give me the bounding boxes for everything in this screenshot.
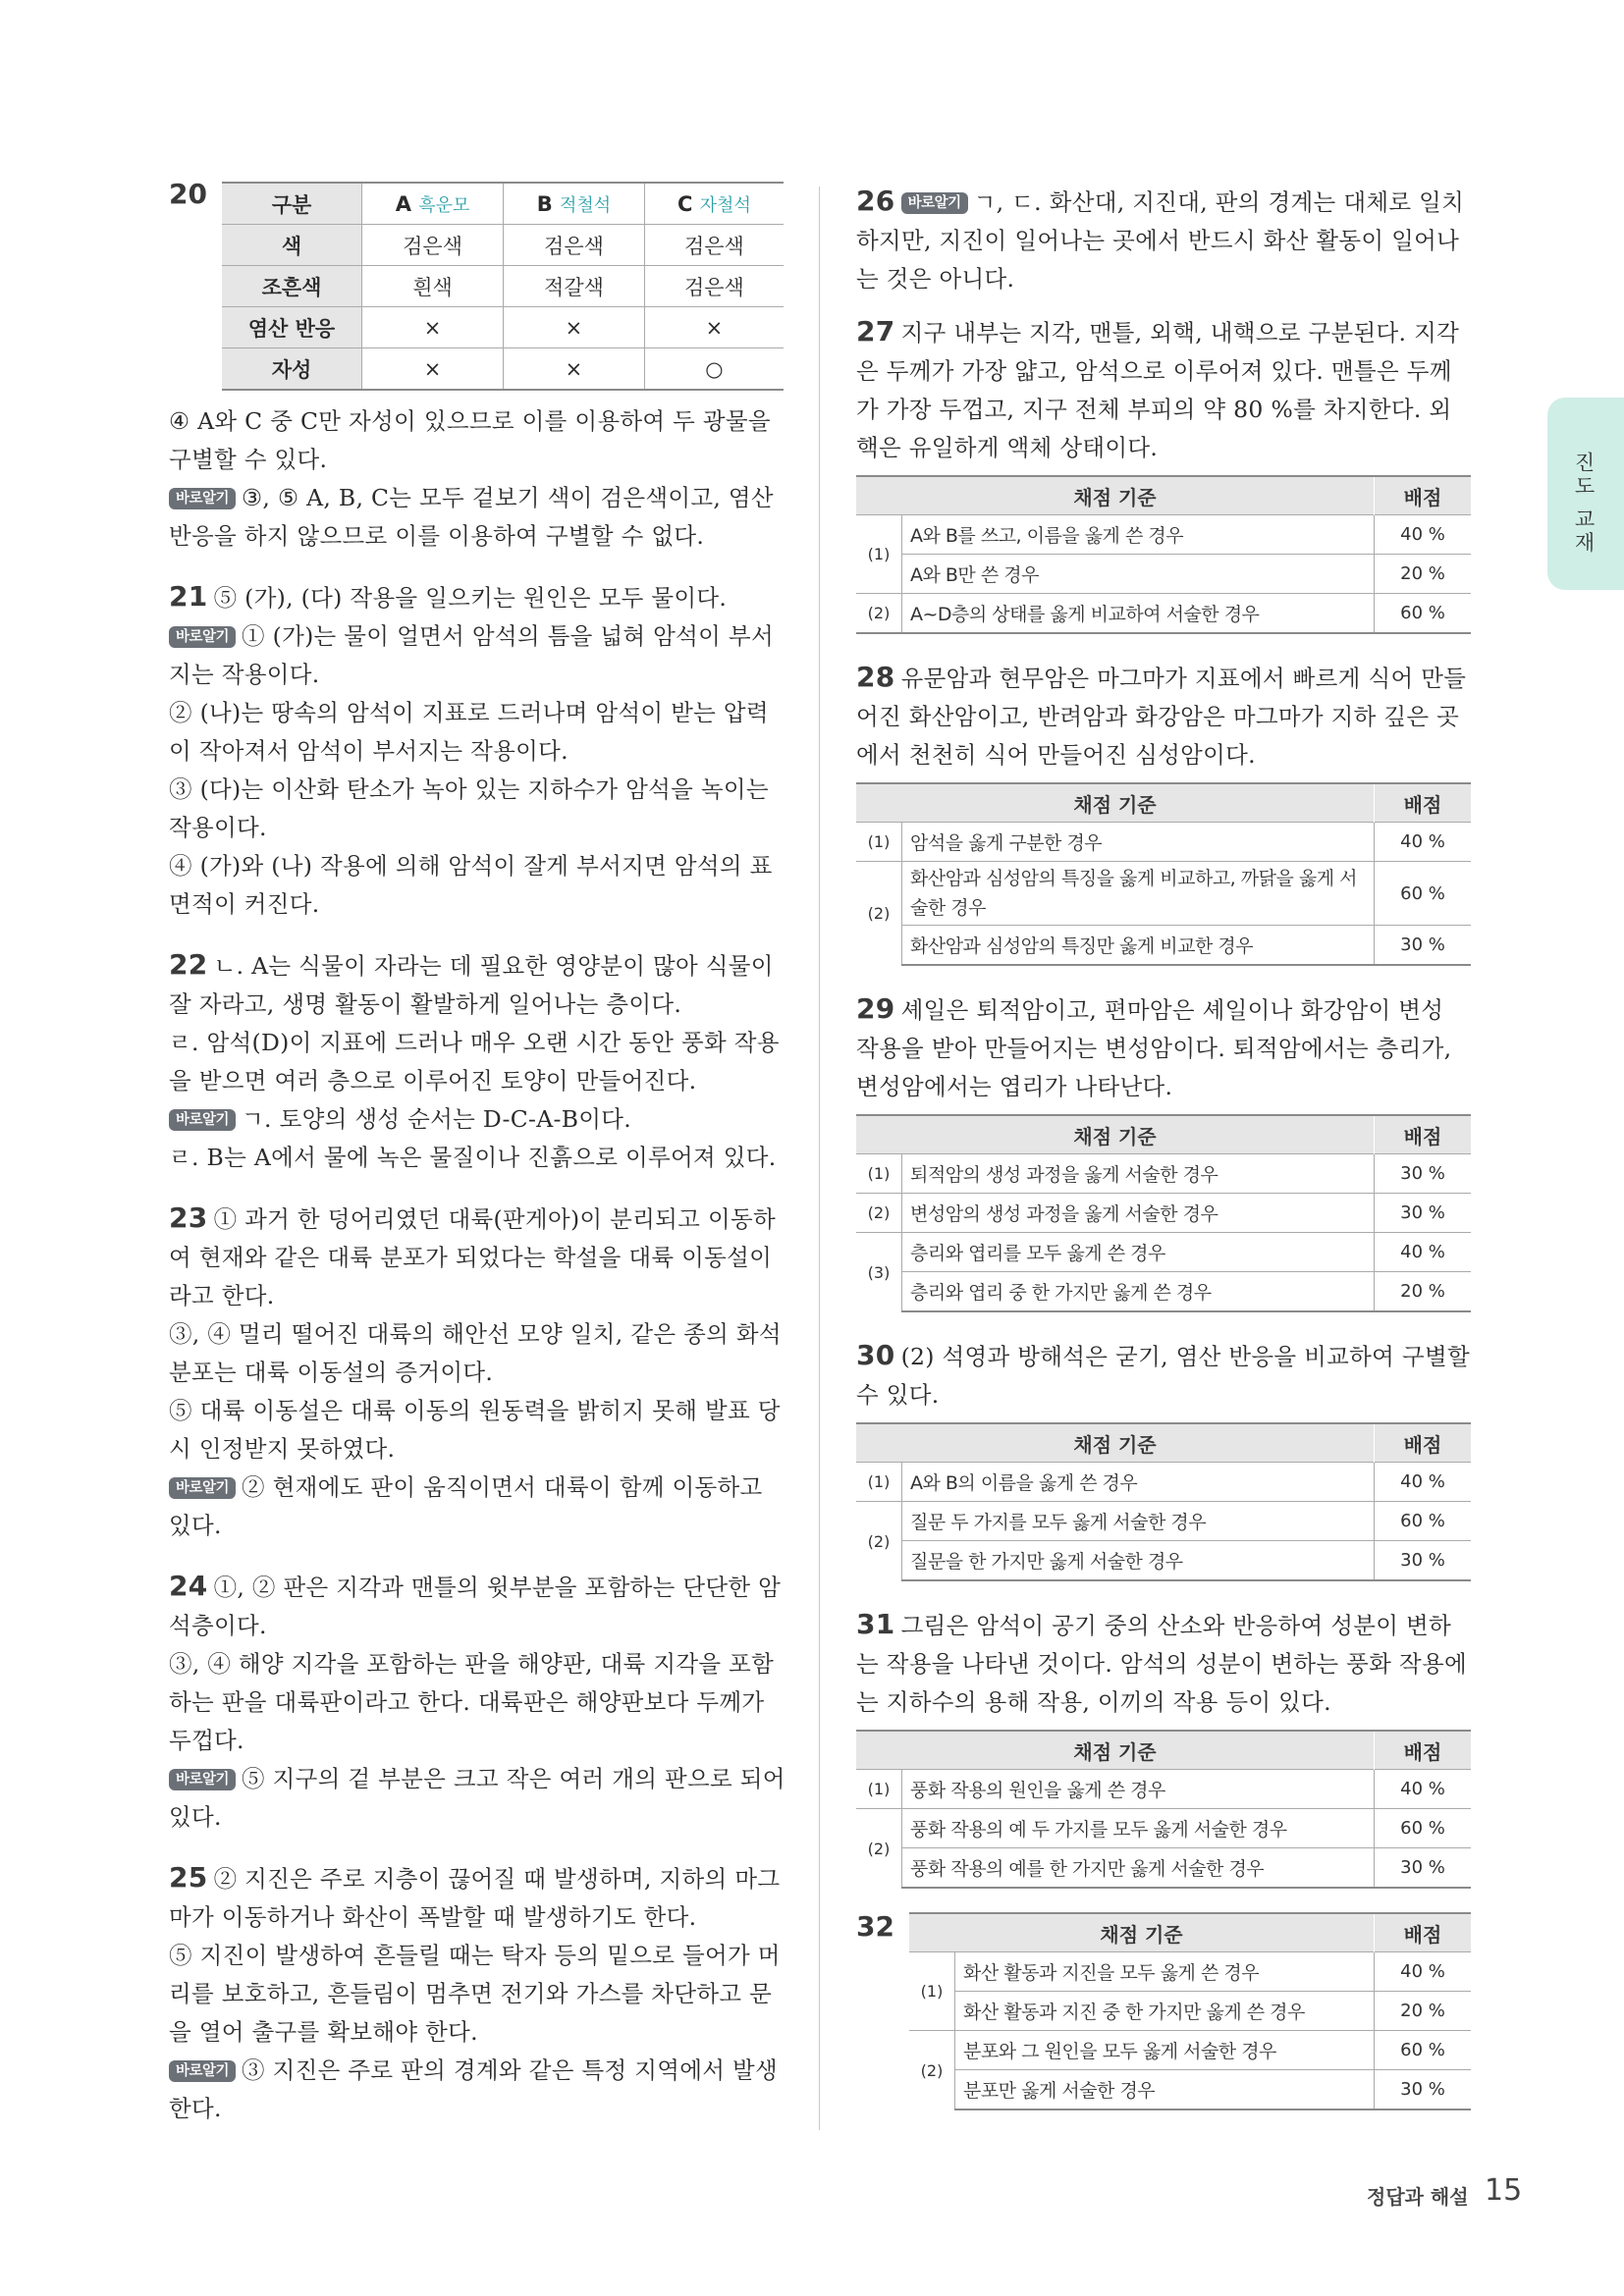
question-number: 25	[169, 1861, 208, 1894]
answer-text: ⑤ (가), (다) 작용을 일으키는 원인은 모두 물이다.	[213, 584, 728, 612]
correction-badge: 바로알기	[169, 626, 236, 648]
correction-badge: 바로알기	[169, 488, 236, 509]
table-row: 자성 × × ○	[222, 348, 784, 391]
correction-badge: 바로알기	[169, 1769, 236, 1790]
question-25	[169, 1858, 785, 2128]
table-row: (2) 변성암의 생성 과정을 옳게 서술한 경우 30 %	[856, 1194, 1471, 1233]
grading-table: 채점 기준 배점 (1) 풍화 작용의 원인을 옳게 쓴 경우 40 % (2) 풍화 작용의 예 두 가지를 모두 옳게 서술한 경우 60 % 풍화 작용의 예를 한 가지만 옳게 서술한 경우 30 %	[856, 1730, 1471, 1889]
correction-text: ㄱ, ㄷ. 화산대, 지진대, 판의 경계는 대체로 일치하지만, 지진이 일어나는 곳에서 반드시 화산 활동이 일어나는 것은 아니다.	[856, 188, 1465, 293]
mineral-table	[222, 182, 784, 391]
question-32	[856, 1912, 1471, 2110]
right-column	[856, 182, 1471, 2110]
column-divider	[819, 187, 820, 2130]
explanation-text: ⑤ 대륙 이동설은 대륙 이동의 원동력을 밝히지 못해 발표 당시 인정받지 못하였다.	[169, 1397, 781, 1463]
answer-text: ① 과거 한 덩어리였던 대륙(판게아)이 분리되고 이동하여 현재와 같은 대륙 분포가 되었다는 학설을 대륙 이동설이라고 한다.	[169, 1205, 776, 1309]
explanation-text: ③, ④ 멀리 떨어진 대륙의 해안선 모양 일치, 같은 종의 화석 분포는 대륙 이동설의 증거이다.	[169, 1320, 782, 1386]
table-header-cell: C 자철석	[644, 183, 784, 225]
explanation-text: ㄹ. 암석(D)이 지표에 드러나 매우 오랜 시간 동안 풍화 작용을 받으면 여러 층으로 이루어진 토양이 만들어진다.	[169, 1029, 780, 1095]
table-row: 화산 활동과 지진 중 한 가지만 옳게 쓴 경우 20 %	[909, 1992, 1471, 2031]
answer-text: 지구 내부는 지각, 맨틀, 외핵, 내핵으로 구분된다. 지각은 두께가 가장 얇고, 암석으로 이루어져 있다. 맨틀은 두께가 가장 두껍고, 지구 전체 부피의 약 80 %를 차지한다. 외핵은 유일하게 액체 상태이다.	[856, 319, 1460, 461]
correction-badge: 바로알기	[901, 192, 968, 214]
question-26	[856, 182, 1471, 298]
table-row: 질문을 한 가지만 옳게 서술한 경우 30 %	[856, 1541, 1471, 1581]
grading-table: 채점 기준 배점 (1) 화산 활동과 지진을 모두 옳게 쓴 경우 40 % 화산 활동과 지진 중 한 가지만 옳게 쓴 경우 20 % (2) 분포와 그 원인을 모두 옳게 서술한 경우 60 % 분포만 옳게 서술한 경우 30 %	[909, 1912, 1471, 2110]
question-24	[169, 1567, 785, 1837]
table-row: 조흔색 흰색 적갈색 검은색	[222, 266, 784, 307]
left-column	[169, 178, 785, 2150]
table-row: (2) 풍화 작용의 예 두 가지를 모두 옳게 서술한 경우 60 %	[856, 1809, 1471, 1848]
answer-text: ② 지진은 주로 지층이 끊어질 때 발생하며, 지하의 마그마가 이동하거나 화산이 폭발할 때 발생하기도 한다.	[169, 1865, 781, 1931]
answer-text: 그림은 암석이 공기 중의 산소와 반응하여 성분이 변하는 작용을 나타낸 것이다. 암석의 성분이 변하는 풍화 작용에는 지하수의 용해 작용, 이끼의 작용 등이 있다.	[856, 1612, 1467, 1716]
question-27	[856, 312, 1471, 634]
table-row: (2) 질문 두 가지를 모두 옳게 서술한 경우 60 %	[856, 1502, 1471, 1541]
table-row: 풍화 작용의 예를 한 가지만 옳게 서술한 경우 30 %	[856, 1848, 1471, 1889]
question-29	[856, 989, 1471, 1312]
table-header-cell: 구분	[222, 183, 362, 225]
grading-table: 채점 기준 배점 (1) 암석을 옳게 구분한 경우 40 % (2) 화산암과 심성암의 특징을 옳게 비교하고, 까닭을 옳게 서술한 경우 60 % 화산암과 심성암의 특징만 옳게 비교한 경우 30 %	[856, 782, 1471, 966]
correction-badge: 바로알기	[169, 1477, 236, 1499]
table-header-cell: B 적철석	[504, 183, 645, 225]
table-row: (3) 층리와 엽리를 모두 옳게 쓴 경우 40 %	[856, 1233, 1471, 1272]
side-tab-label: 진도 교재	[1572, 452, 1596, 556]
explanation-text: ④ (가)와 (나) 작용에 의해 암석이 잘게 부서지면 암석의 표면적이 커진다.	[169, 852, 773, 918]
answer-text: ㄴ. A는 식물이 자라는 데 필요한 영양분이 많아 식물이 잘 자라고, 생명 활동이 활발하게 일어나는 층이다.	[169, 952, 774, 1018]
table-row: 층리와 엽리 중 한 가지만 옳게 쓴 경우 20 %	[856, 1272, 1471, 1312]
question-22	[169, 945, 785, 1177]
question-number: 24	[169, 1570, 208, 1602]
question-28	[856, 658, 1471, 966]
grading-table: 채점 기준 배점 (1) A와 B의 이름을 옳게 쓴 경우 40 % (2) 질문 두 가지를 모두 옳게 서술한 경우 60 % 질문을 한 가지만 옳게 서술한 경우 30 %	[856, 1422, 1471, 1581]
question-number: 27	[856, 315, 895, 347]
question-number: 29	[856, 992, 895, 1025]
answer-text: ①, ② 판은 지각과 맨틀의 윗부분을 포함하는 단단한 암석층이다.	[169, 1574, 782, 1639]
correction-text: 바로알기 ② 현재에도 판이 움직이면서 대륙이 함께 이동하고 있다.	[169, 1473, 763, 1539]
table-row: (2) 분포와 그 원인을 모두 옳게 서술한 경우 60 %	[909, 2031, 1471, 2070]
correction-text: 바로알기 ③, ⑤ A, B, C는 모두 겉보기 색이 검은색이고, 염산 반응을 하지 않으므로 이를 이용하여 구별할 수 없다.	[169, 484, 774, 550]
question-31	[856, 1605, 1471, 1889]
table-row: 화산암과 심성암의 특징만 옳게 비교한 경우 30 %	[856, 926, 1471, 966]
correction-text: 바로알기 ③ 지진은 주로 판의 경계와 같은 특정 지역에서 발생한다.	[169, 2056, 779, 2122]
table-row: A와 B만 쓴 경우 20 %	[856, 555, 1471, 594]
question-21	[169, 577, 785, 924]
question-number: 22	[169, 948, 208, 981]
question-number: 26	[856, 185, 895, 217]
correction-badge: 바로알기	[169, 2060, 236, 2082]
grading-table	[856, 475, 1471, 634]
question-number: 31	[856, 1608, 895, 1640]
table-row: 분포만 옳게 서술한 경우 30 %	[909, 2070, 1471, 2110]
correction-text: 바로알기 ⑤ 지구의 겉 부분은 크고 작은 여러 개의 판으로 되어 있다.	[169, 1765, 785, 1831]
explanation-text: ㄹ. B는 A에서 물에 녹은 물질이나 진흙으로 이루어져 있다.	[169, 1144, 777, 1171]
question-number: 23	[169, 1201, 208, 1234]
answer-text: 셰일은 퇴적암이고, 편마암은 셰일이나 화강암이 변성 작용을 받아 만들어지는 변성암이다. 퇴적암에서는 층리가, 변성암에서는 엽리가 나타난다.	[856, 996, 1452, 1100]
answer-text: (2) 석영과 방해석은 굳기, 염산 반응을 비교하여 구별할 수 있다.	[856, 1343, 1470, 1409]
table-row: (1) 화산 활동과 지진을 모두 옳게 쓴 경우 40 %	[909, 1952, 1471, 1992]
explanation-text: ⑤ 지진이 발생하여 흔들릴 때는 탁자 등의 밑으로 들어가 머리를 보호하고, 흔들림이 멈추면 전기와 가스를 차단하고 문을 열어 출구를 확보해야 한다.	[169, 1942, 781, 2046]
table-row: (1) A와 B를 쓰고, 이름을 옳게 쓴 경우 40 %	[856, 515, 1471, 555]
table-row: (1) 퇴적암의 생성 과정을 옳게 서술한 경우 30 %	[856, 1154, 1471, 1194]
table-header-cell: A 흑운모	[362, 183, 504, 225]
correction-badge: 바로알기	[169, 1109, 236, 1131]
question-number: 28	[856, 661, 895, 693]
correction-text: 바로알기 ㄱ. 토양의 생성 순서는 D-C-A-B이다.	[169, 1100, 785, 1139]
grading-table: 채점 기준 배점 (1) 퇴적암의 생성 과정을 옳게 서술한 경우 30 % (2) 변성암의 생성 과정을 옳게 서술한 경우 30 % (3) 층리와 엽리를 모두 옳게 쓴 경우 40 % 층리와 엽리 중 한 가지만 옳게 쓴 경우 20 %	[856, 1114, 1471, 1312]
table-row: (1) 풍화 작용의 원인을 옳게 쓴 경우 40 %	[856, 1770, 1471, 1809]
table-row: 색 검은색 검은색 검은색	[222, 225, 784, 266]
question-30	[856, 1336, 1471, 1581]
answer-text: ④ A와 C 중 C만 자성이 있으므로 이를 이용하여 두 광물을 구별할 수 있다.	[169, 407, 771, 473]
grading-score-header: 배점	[1375, 476, 1472, 515]
grading-criteria-header: 채점 기준	[856, 476, 1375, 515]
explanation-text: ③, ④ 해양 지각을 포함하는 판을 해양판, 대륙 지각을 포함하는 판을 대륙판이라고 한다. 대륙판은 해양판보다 두께가 두껍다.	[169, 1650, 775, 1754]
table-row: (1) 암석을 옳게 구분한 경우 40 %	[856, 823, 1471, 862]
page-number: 15	[1485, 2173, 1523, 2208]
question-number: 32	[856, 1910, 894, 1943]
table-row: (2) A~D층의 상태를 옳게 비교하여 서술한 경우 60 %	[856, 594, 1471, 634]
table-row: 염산 반응 × × ×	[222, 307, 784, 348]
explanation-text: ② (나)는 땅속의 암석이 지표로 드러나며 암석이 받는 압력이 작아져서 암석이 부서지는 작용이다.	[169, 699, 769, 765]
question-number: 21	[169, 580, 208, 613]
table-row: (1) A와 B의 이름을 옳게 쓴 경우 40 %	[856, 1463, 1471, 1502]
table-row: (2) 화산암과 심성암의 특징을 옳게 비교하고, 까닭을 옳게 서술한 경우 60 %	[856, 862, 1471, 926]
question-20	[169, 178, 785, 556]
question-number: 30	[856, 1339, 895, 1371]
question-number: 20	[169, 178, 207, 210]
question-23	[169, 1199, 785, 1545]
footer-label: 정답과 해설	[1367, 2185, 1469, 2209]
side-tab[interactable]	[1547, 398, 1624, 590]
answer-text: 유문암과 현무암은 마그마가 지표에서 빠르게 식어 만들어진 화산암이고, 반려암과 화강암은 마그마가 지하 깊은 곳에서 천천히 식어 만들어진 심성암이다.	[856, 665, 1467, 769]
correction-text: 바로알기 ① (가)는 물이 얼면서 암석의 틈을 넓혀 암석이 부서지는 작용이다.	[169, 622, 774, 688]
explanation-text: ③ (다)는 이산화 탄소가 녹아 있는 지하수가 암석을 녹이는 작용이다.	[169, 775, 769, 841]
